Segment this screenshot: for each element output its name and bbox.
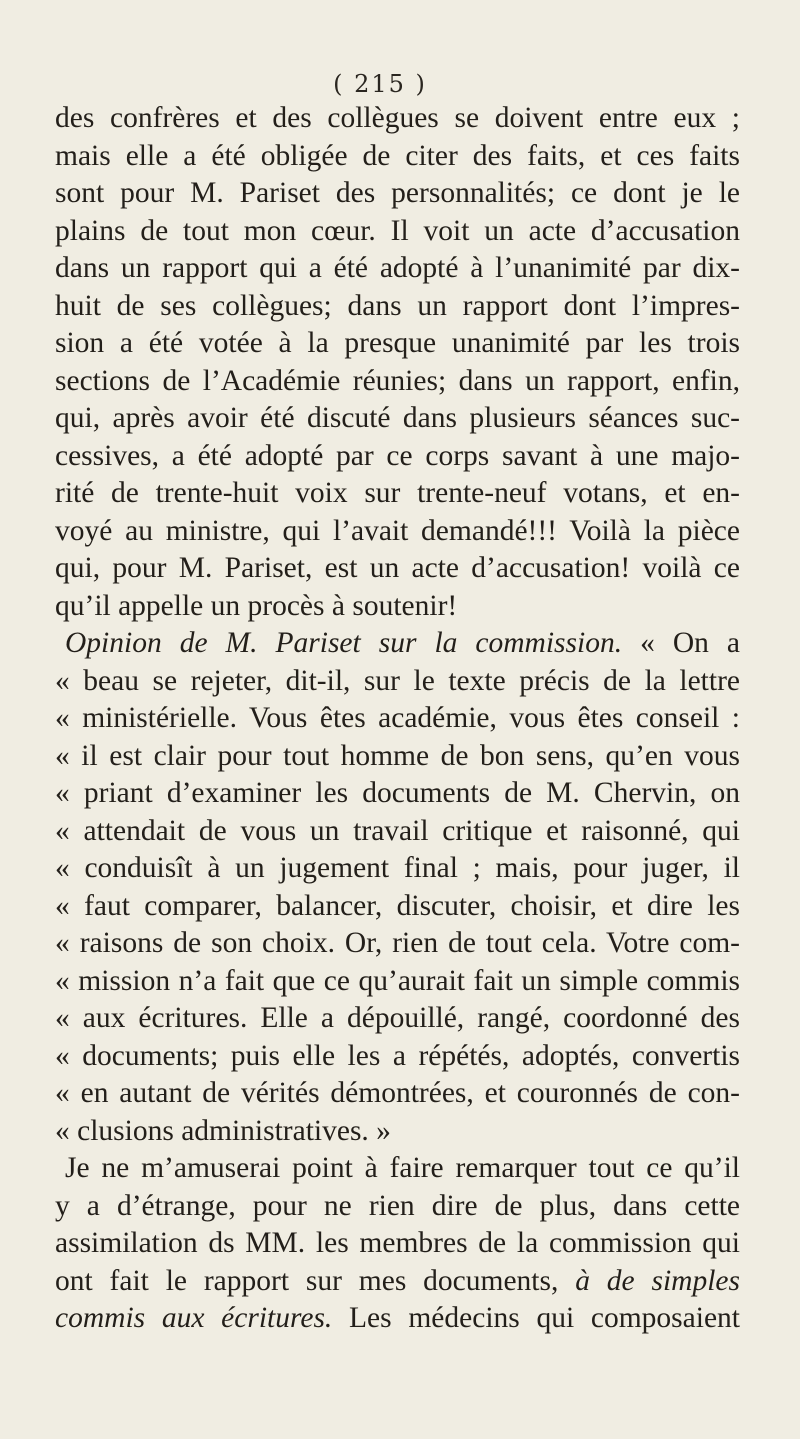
- text-line: [55, 250, 740, 288]
- text-line: [55, 1150, 740, 1188]
- text-line: [55, 925, 740, 963]
- text-segment: sont pour M. Pariset des personnalités; ce dont je le: [55, 177, 740, 209]
- text-line: [55, 625, 740, 663]
- text-line: [55, 813, 740, 851]
- text-line: [55, 1075, 740, 1113]
- text-line: [55, 1225, 740, 1263]
- text-line: [55, 475, 740, 513]
- body-text: [55, 100, 740, 1338]
- text-segment: « aux écritures. Elle a dépouillé, rangé, coordonné des: [55, 1002, 740, 1034]
- text-line: [55, 850, 740, 888]
- text-line: [55, 363, 740, 401]
- text-segment: plains de tout mon cœur. Il voit un acte d’accusation: [55, 214, 740, 247]
- text-line: [55, 400, 740, 438]
- text-segment: voyé au ministre, qui l’avait demandé!!! Voilà la pièce: [55, 514, 740, 547]
- text-line: [55, 288, 740, 326]
- text-segment: ont fait le rapport sur mes documents,: [55, 1264, 576, 1297]
- text-segment: qui, après avoir été discuté dans plusieurs séances suc-: [55, 402, 740, 434]
- text-segment: des confrères et des collègues se doivent entre eux ;: [55, 102, 740, 134]
- text-segment: Les médecins qui composaient: [332, 1302, 740, 1334]
- text-segment: y a d’étrange, pour ne rien dire de plus, dans cette: [55, 1189, 740, 1222]
- text-line: [55, 1113, 740, 1151]
- text-segment: « attendait de vous un travail critique et raisonné, qui: [55, 814, 740, 847]
- text-segment: « il est clair pour tout homme de bon sens, qu’en vous: [55, 739, 740, 772]
- text-segment: « beau se rejeter, dit-il, sur le texte précis de la lettre: [55, 664, 740, 697]
- text-line: [55, 888, 740, 926]
- text-segment: « raisons de son choix. Or, rien de tout cela. Votre com-: [55, 927, 740, 959]
- text-line: [55, 325, 740, 363]
- text-line: [55, 588, 740, 626]
- text-line: [55, 775, 740, 813]
- text-segment: Je ne m’amuserai point à faire remarquer tout ce qu’il: [65, 1152, 740, 1184]
- page-number: ( 215 ): [333, 70, 427, 98]
- text-line: [55, 738, 740, 776]
- text-segment: assimilation ds MM. les membres de la commission qui: [55, 1227, 740, 1259]
- text-segment: « documents; puis elle les a répétés, adoptés, convertis: [55, 1039, 740, 1072]
- text-segment: « mission n’a fait que ce qu’aurait fait un simple commis: [55, 964, 740, 997]
- text-line: [55, 663, 740, 701]
- text-segment: huit de ses collègues; dans un rapport dont l’impres-: [55, 289, 740, 322]
- text-line: [55, 963, 740, 1001]
- text-line: [55, 1038, 740, 1076]
- text-segment: « On a: [622, 627, 740, 659]
- text-segment: cessives, a été adopté par ce corps savant à une majo-: [55, 439, 740, 472]
- text-line: [55, 1300, 740, 1338]
- text-segment: « priant d’examiner les documents de M. Chervin, on: [55, 777, 740, 809]
- text-segment: « ministérielle. Vous êtes académie, vous êtes conseil :: [55, 702, 740, 734]
- text-segment: « en autant de vérités démontrées, et couronnés de con-: [55, 1077, 740, 1109]
- text-segment: sion a été votée à la presque unanimité par les trois: [55, 327, 740, 359]
- italic-text: Opinion de M. Pariset sur la commission.: [65, 627, 623, 659]
- text-line: [55, 438, 740, 476]
- text-segment: rité de trente-huit voix sur trente-neuf votans, et en-: [55, 477, 740, 509]
- text-line: [55, 513, 740, 551]
- text-line: [55, 100, 740, 138]
- text-segment: sections de l’Académie réunies; dans un rapport, enfin,: [55, 364, 740, 397]
- text-segment: « faut comparer, balancer, discuter, choisir, et dire les: [55, 889, 740, 922]
- text-segment: mais elle a été obligée de citer des faits, et ces faits: [55, 139, 740, 172]
- italic-text: à de simples: [575, 1264, 740, 1297]
- text-segment: dans un rapport qui a été adopté à l’unanimité par dix-: [55, 252, 740, 284]
- text-line: [55, 213, 740, 251]
- text-segment: qu’il appelle un procès à soutenir!: [55, 589, 458, 622]
- text-line: [55, 1188, 740, 1226]
- text-line: [55, 1000, 740, 1038]
- text-line: [55, 550, 740, 588]
- text-line: [55, 700, 740, 738]
- text-line: [55, 1263, 740, 1301]
- text-line: [55, 175, 740, 213]
- text-line: [55, 138, 740, 176]
- text-segment: « clusions administratives. »: [55, 1114, 391, 1147]
- text-segment: « conduisît à un jugement final ; mais, pour juger, il: [55, 852, 740, 884]
- text-segment: qui, pour M. Pariset, est un acte d’accusation! voilà ce: [55, 552, 740, 584]
- italic-text: commis aux écritures.: [55, 1302, 333, 1334]
